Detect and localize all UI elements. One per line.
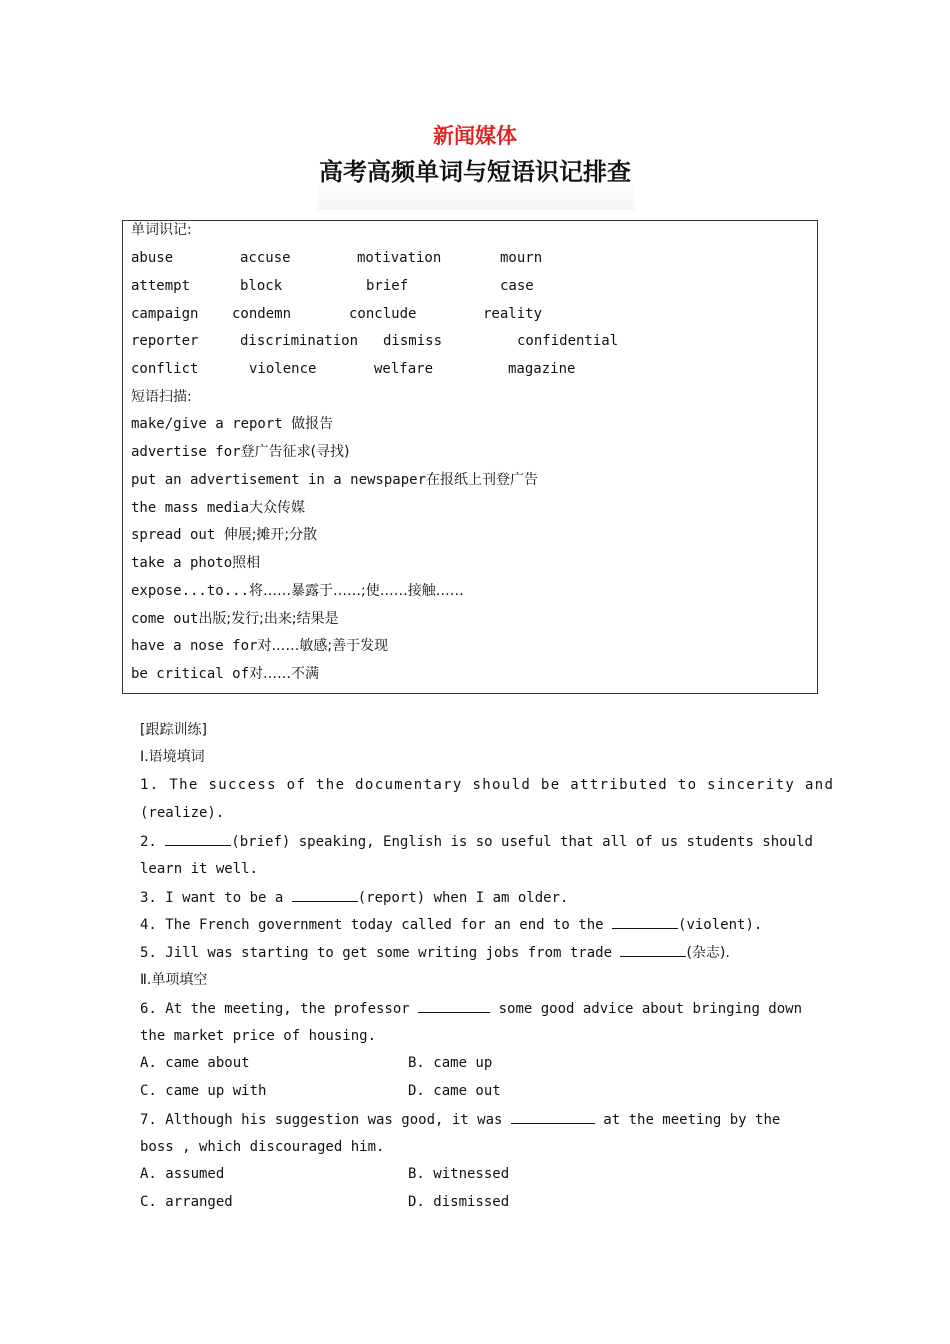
word: accuse [240,250,291,266]
question-4: 4. The French government today called for an end to the (violent). [140,914,762,935]
word: campaign [131,306,199,322]
word: motivation [357,250,442,266]
phrase-item: expose...to...将……暴露于……;使……接触…… [131,583,464,599]
word: confidential [517,333,619,349]
words-heading: 单词识记: [131,222,192,238]
phrase-item: spread out 伸展;摊开;分散 [131,527,318,543]
section-heading: Ⅱ.单项填空 [140,972,208,988]
option-a[interactable]: A. assumed [140,1166,225,1182]
word: magazine [508,361,576,377]
word: welfare [374,361,434,377]
answer-blank[interactable] [620,942,686,957]
answer-blank[interactable] [418,998,490,1013]
option-c[interactable]: C. arranged [140,1194,233,1210]
question-2-cont: learn it well. [140,861,259,877]
word: discrimination [240,333,359,349]
word: reality [483,306,543,322]
phrase-item: come out出版;发行;出来;结果是 [131,611,339,627]
question-7: 7. Although his suggestion was good, it was at the meeting by the [140,1109,780,1130]
option-b[interactable]: B. came up [408,1055,493,1071]
answer-blank[interactable] [511,1109,595,1124]
phrase-item: make/give a report 做报告 [131,416,334,432]
question-6-cont: the market price of housing. [140,1028,377,1044]
answer-blank[interactable] [612,914,678,929]
option-d[interactable]: D. came out [408,1083,501,1099]
word: attempt [131,278,191,294]
word: block [240,278,283,294]
word: dismiss [383,333,443,349]
option-d[interactable]: D. dismissed [408,1194,510,1210]
question-5: 5. Jill was starting to get some writing jobs from trade (杂志). [140,942,730,963]
phrase-item: the mass media大众传媒 [131,500,306,516]
word: brief [366,278,409,294]
question-2: 2. (brief) speaking, English is so useful that all of us students should [140,831,813,852]
phrase-item: take a photo照相 [131,555,261,571]
phrases-heading: 短语扫描: [131,389,192,405]
phrase-item: have a nose for对……敏感;善于发现 [131,638,389,654]
question-1: 1. The success of the documentary should be attributed to sincerity and [140,777,835,793]
answer-blank[interactable] [292,887,358,902]
option-c[interactable]: C. came up with [140,1083,267,1099]
option-a[interactable]: A. came about [140,1055,250,1071]
answer-blank[interactable] [165,831,231,846]
word: conflict [131,361,199,377]
phrase-item: put an advertisement in a newspaper在报纸上刊登广告 [131,472,539,488]
option-b[interactable]: B. witnessed [408,1166,510,1182]
page-title: 高考高频单词与短语识记排查 [319,158,631,186]
phrase-item: advertise for登广告征求(寻找) [131,444,350,460]
word: reporter [131,333,199,349]
question-3: 3. I want to be a (report) when I am older. [140,887,568,908]
word: case [500,278,534,294]
word: conclude [349,306,417,322]
word: condemn [232,306,292,322]
question-6: 6. At the meeting, the professor some good advice about bringing down [140,998,802,1019]
section-heading: Ⅰ.语境填词 [140,749,205,765]
phrase-item: be critical of对……不满 [131,666,320,682]
question-1-cont: (realize). [140,805,225,821]
word: violence [249,361,317,377]
category-title: 新闻媒体 [433,124,517,148]
word: mourn [500,250,543,266]
exercise-heading: [跟踪训练] [140,722,207,738]
word: abuse [131,250,174,266]
question-7-cont: boss , which discouraged him. [140,1139,385,1155]
